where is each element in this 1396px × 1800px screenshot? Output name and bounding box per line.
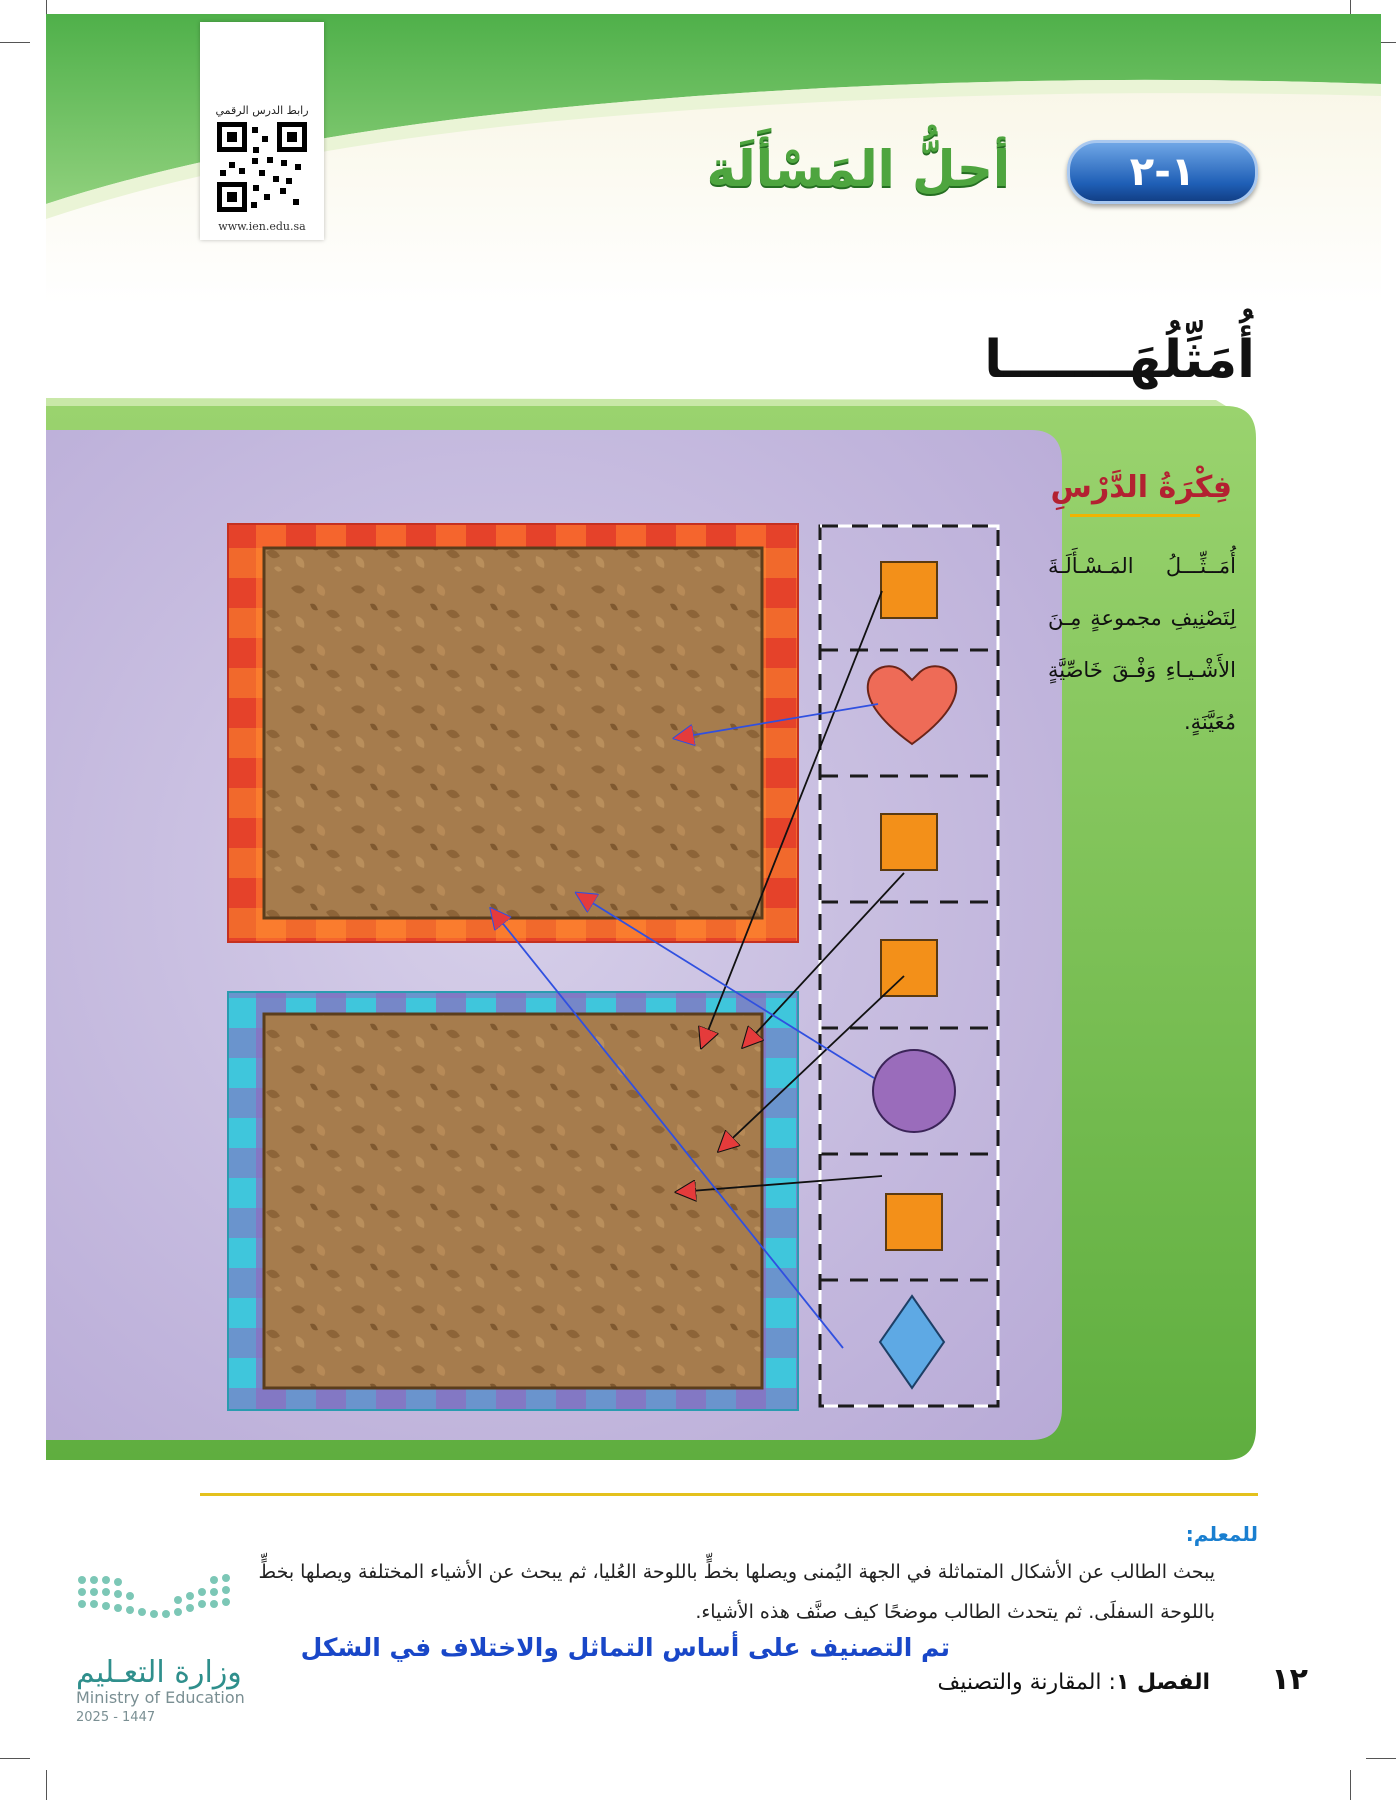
ministry-name-ar: وزارة التعـليم	[76, 1655, 242, 1690]
handwritten-answer: تم التصنيف على أساس التماثل والاختلاف في الشكل	[300, 1633, 950, 1662]
teacher-note-label: للمعلم:	[1185, 1522, 1258, 1546]
top-board	[228, 524, 798, 942]
lesson-title: أحلُّ المَسْأَلَة	[706, 140, 1010, 198]
lesson-idea-text: أُمَــثِّـــلُ المَـسْـأَلَـةَ لِتَصْنِيفِ مجموعةٍ مِـنَ الأَشْـيـاءِ وَفْـقَ خَاصِّيَّةٍ مُعَيَّنَةٍ.	[1048, 554, 1236, 734]
lesson-idea-title: فِكْرَةُ الدَّرْسِ	[1050, 470, 1232, 505]
ministry-logo-icon	[72, 1570, 252, 1650]
section-title: أُمَثِّلُهَـــــــا	[984, 330, 1255, 390]
qr-url: www.ien.edu.sa	[218, 220, 306, 233]
ministry-year: 2025 - 1447	[76, 1710, 156, 1725]
qr-card[interactable]	[200, 22, 324, 240]
circle-shape[interactable]	[873, 1050, 955, 1132]
ministry-name-en: Ministry of Education	[76, 1688, 245, 1707]
bottom-board	[228, 992, 798, 1410]
qr-code-icon[interactable]	[217, 122, 307, 212]
lesson-idea-underline	[1070, 514, 1200, 517]
square-shape-3[interactable]	[881, 940, 937, 996]
lesson-number-badge: ١-٢	[1067, 140, 1258, 204]
square-shape-1[interactable]	[881, 562, 937, 618]
chapter-title: : المقارنة والتصنيف	[937, 1670, 1116, 1695]
page-number: ١٢	[1271, 1662, 1308, 1697]
qr-caption: رابط الدرس الرقمي	[215, 104, 309, 117]
footer-chapter	[900, 1670, 1210, 1695]
square-shape-4[interactable]	[886, 1194, 942, 1250]
chapter-label: الفصل ١	[1115, 1670, 1210, 1695]
divider	[200, 1493, 1258, 1496]
square-shape-2[interactable]	[881, 814, 937, 870]
teacher-note-text: يبحث الطالب عن الأشكال المتماثلة في الجهة اليُمنى ويصلها بخطٍّ باللوحة العُليا، ثم يبحث عن الأشياء المختلفة ويصلها بخطٍّ باللوحة السفلَى. ثم يتحدث الطالب موضحًا كيف صنَّف هذه الأشياء.	[258, 1561, 1215, 1623]
